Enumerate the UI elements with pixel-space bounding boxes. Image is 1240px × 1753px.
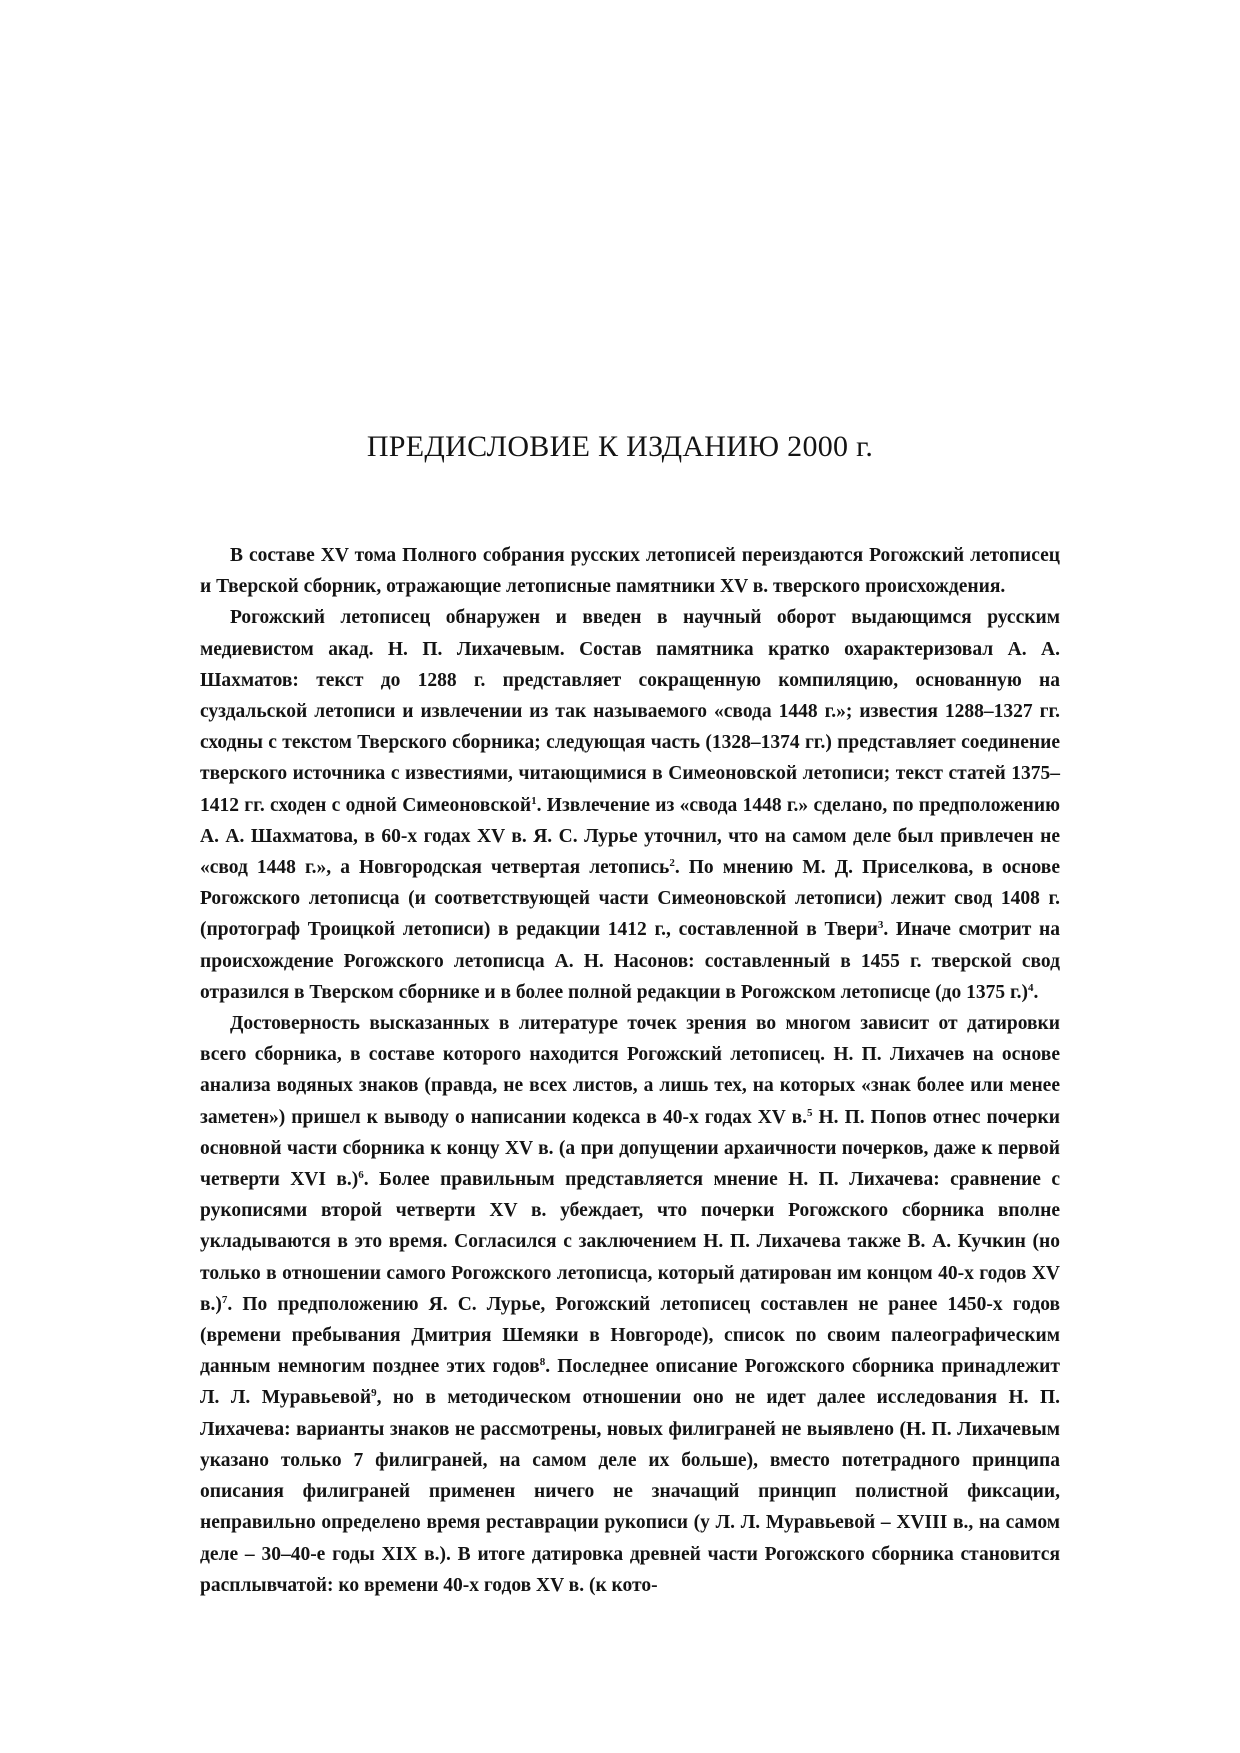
paragraph-2-text-4: . Иначе смотрит на происхождение Рогожского летописца А. Н. Насонов: составленный в 1455 г. тверской свод отразился в Тверском сборнике и в более полной редакции в Рогожском летописце (до 1375 г.) [200, 919, 1060, 1003]
paragraph-2-text-5: . [1033, 981, 1039, 1003]
footnote-ref-8[interactable]: 8 [539, 1356, 546, 1369]
body-text [200, 540, 1060, 1601]
paragraph-3-text-1: Достоверность высказанных в литературе точек зрения во многом зависит от датировки всего сборника, в составе которого находится Рогожский летописец. Н. П. Лихачев на основе анализа водяных знаков (правда, не всех листов, а лишь тех, на которых «знак более или менее заметен») пришел к выводу о написании кодекса в 40-х годах XV в. [200, 1013, 1060, 1128]
footnote-ref-3[interactable]: 3 [877, 919, 884, 932]
paragraph-2 [200, 602, 1060, 1008]
paragraph-2-text-3: . По мнению М. Д. Приселкова, в основе Рогожского летописца (и соответствующей части Симеоновской летописи) лежит свод 1408 г. (протограф Троицкой летописи) в редакции 1412 г., составленной в Твери [200, 857, 1060, 941]
paragraph-3-text-3: . Более правильным представляется мнение Н. П. Лихачева: сравнение с рукописями второй четверти XV в. убеждает, что почерки Рогожского сборника вполне укладываются в это время. Согласился с заключением Н. П. Лихачева также В. А. Кучкин (но только в отношении самого Рогожского летописца, который датирован им концом 40-х годов XV в.) [200, 1169, 1060, 1315]
footnote-ref-7[interactable]: 7 [221, 1293, 228, 1306]
footnote-ref-5[interactable]: 5 [806, 1106, 813, 1119]
paragraph-1-text: В составе XV тома Полного собрания русских летописей переиздаются Рогожский летописец и Тверской сборник, отражающие летописные памятники XV в. тверского происхождения. [200, 545, 1060, 598]
paragraph-3-text-5: . Последнее описание Рогожского сборника принадлежит Л. Л. Муравьевой [200, 1356, 1060, 1409]
paragraph-2-text-1: Рогожский летописец обнаружен и введен в научный оборот выдающимся русским медиевистом акад. Н. П. Лихачевым. Состав памятника кратко охарактеризовал А. А. Шахматов: текст до 1288 г. представляет сокращенную компиляцию, основанную на суздальской летописи и извлечении из так называемого «свода 1448 г.»; известия 1288–1327 гг. сходны с текстом Тверского сборника; следующая часть (1328–1374 гг.) представляет соединение тверского источника с известиями, читающимися в Симеоновской летописи; текст статей 1375–1412 гг. сходен с одной Симеоновской [200, 607, 1060, 816]
footnote-ref-1[interactable]: 1 [531, 794, 537, 807]
paragraph-3-text-4: . По предположению Я. С. Лурье, Рогожский летописец составлен не ранее 1450-х годов (времени пребывания Дмитрия Шемяки в Новгороде), список по своим палеографическим данным немногим позднее этих годов [200, 1293, 1060, 1378]
paragraph-2-text-2: . Извлечение из «свода 1448 г.» сделано, по предположению А. А. Шахматова, в 60-х годах XV в. Я. С. Лурье уточнил, что на самом деле был привлечен не «свод 1448 г.», а Новгородская четвертая летопись [200, 794, 1060, 879]
footnote-ref-6[interactable]: 6 [358, 1169, 364, 1182]
footnote-ref-4[interactable]: 4 [1028, 981, 1034, 994]
paragraph-3-text-2: Н. П. Попов отнес почерки основной части сборника к концу XV в. (а при допущении архаичности почерков, даже к первой четверти XVI в.) [200, 1106, 1060, 1191]
footnote-ref-9[interactable]: 9 [371, 1387, 377, 1400]
paragraph-3 [200, 1008, 1060, 1601]
page-title: ПРЕДИСЛОВИЕ К ИЗДАНИЮ 2000 г. [366, 430, 874, 463]
footnote-ref-2[interactable]: 2 [669, 857, 675, 870]
paragraph-1 [200, 540, 1060, 602]
paragraph-3-text-6: , но в методическом отношении оно не идет далее исследования Н. П. Лихачева: варианты знаков не рассмотрены, новых филиграней не выявлено (Н. П. Лихачевым указано только 7 филиграней, на самом деле их больше), вместо потетрадного принципа описания филиграней применен ничего не значащий принцип полистной фиксации, неправильно определено время реставрации рукописи (у Л. Л. Муравьевой – XVIII в., на самом деле – 30–40-е годы XIX в.). В итоге датировка древней части Рогожского сборника становится расплывчатой: ко времени 40-х годов XV в. (к кото- [200, 1387, 1060, 1596]
